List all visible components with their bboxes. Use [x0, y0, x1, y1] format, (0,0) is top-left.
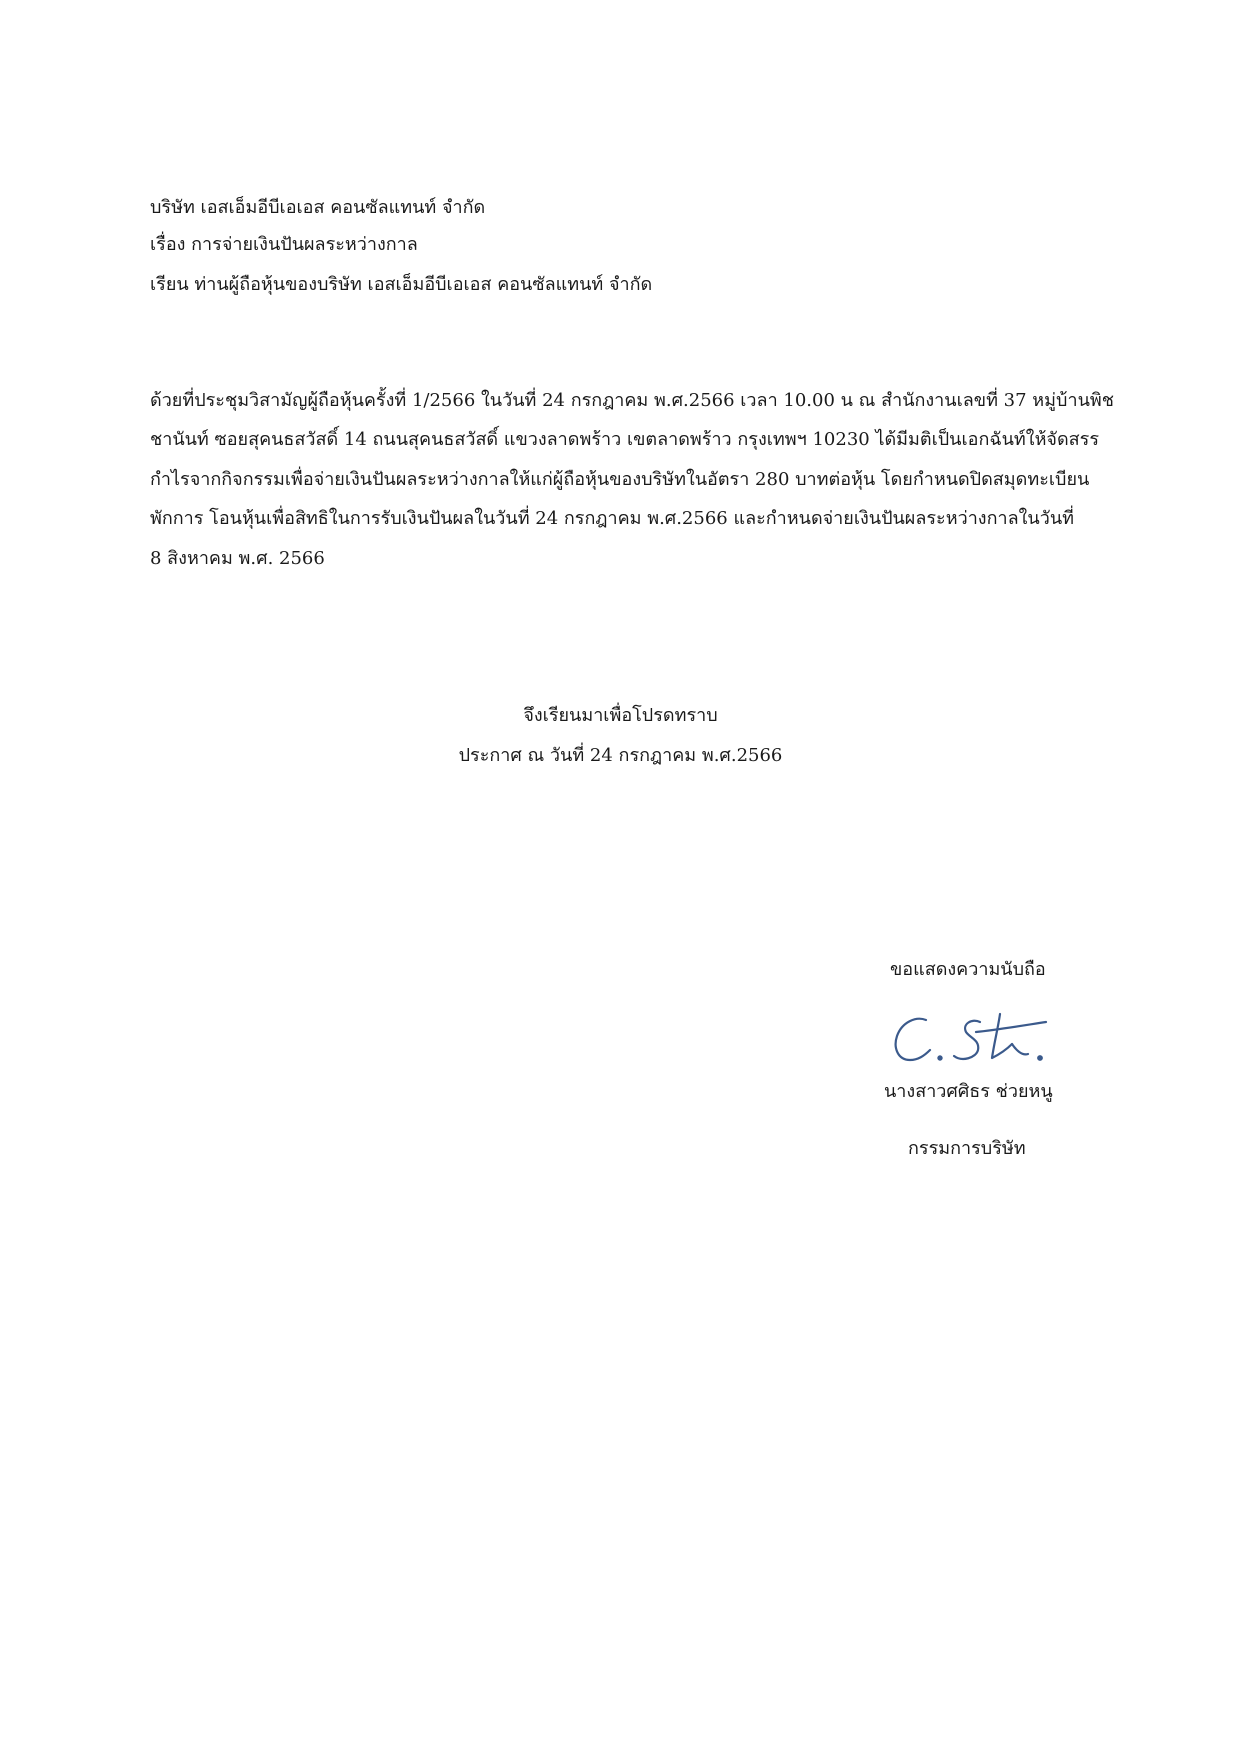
recipient-line: เรียน ท่านผู้ถือหุ้นของบริษัท เอสเอ็มอีบีเอเอส คอนซัลแทนท์ จำกัด — [150, 274, 653, 295]
regards-text: ขอแสดงความนับถือ — [890, 959, 1046, 980]
subject-line: เรื่อง การจ่ายเงินปันผลระหว่างกาล — [150, 234, 418, 255]
closing-line-2: ประกาศ ณ วันที่ 24 กรกฎาคม พ.ศ.2566 — [458, 745, 783, 766]
signer-name: นางสาวศศิธร ช่วยหนู — [884, 1081, 1053, 1102]
body-line-4: พักการ โอนหุ้นเพื่อสิทธิในการรับเงินปันผลในวันที่ 24 กรกฎาคม พ.ศ.2566 และกำหนดจ่ายเงินปันผลระหว่างกาลในวันที่ — [150, 508, 1074, 529]
company-name: บริษัท เอสเอ็มอีบีเอเอส คอนซัลแทนท์ จำกัด — [150, 197, 486, 218]
body-line-2: ชานันท์ ซอยสุคนธสวัสดิ์ 14 ถนนสุคนธสวัสดิ์ แขวงลาดพร้าว เขตลาดพร้าว กรุงเทพฯ 10230 ได้มีมติเป็นเอกฉันท์ให้จัดสรร — [150, 429, 1099, 450]
body-line-3: กำไรจากกิจกรรมเพื่อจ่ายเงินปันผลระหว่างกาลให้แก่ผู้ถือหุ้นของบริษัทในอัตรา 280 บาทต่อหุ้น โดยกำหนดปิดสมุดทะเบียน — [150, 469, 1090, 490]
body-line-1: ด้วยที่ประชุมวิสามัญผู้ถือหุ้นครั้งที่ 1/2566 ในวันที่ 24 กรกฎาคม พ.ศ.2566 เวลา 10.00 น ณ สำนักงานเลขที่ 37 หมู่บ้านพิช — [150, 390, 1114, 411]
body-line-5: 8 สิงหาคม พ.ศ. 2566 — [150, 548, 325, 569]
handwritten-signature — [888, 1010, 1058, 1072]
closing-line-1: จึงเรียนมาเพื่อโปรดทราบ — [523, 705, 718, 726]
signer-position: กรรมการบริษัท — [908, 1138, 1026, 1159]
